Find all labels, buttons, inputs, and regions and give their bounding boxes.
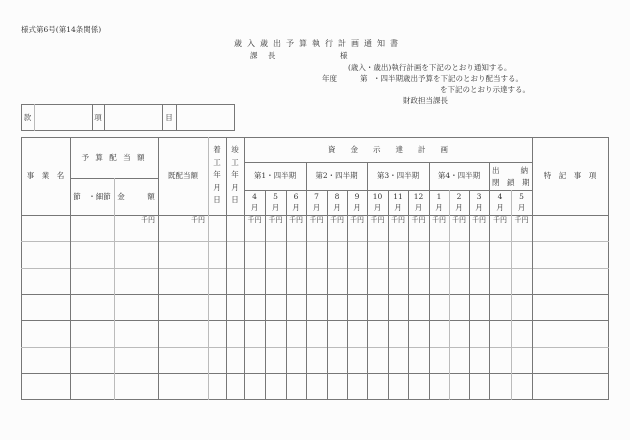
table-cell[interactable]	[430, 348, 449, 373]
table-cell[interactable]	[159, 242, 208, 268]
table-cell[interactable]	[209, 374, 226, 399]
unit-label: 千円	[370, 216, 385, 224]
table-cell[interactable]	[22, 348, 70, 373]
table-cell[interactable]	[533, 226, 608, 241]
table-cell[interactable]	[430, 226, 449, 241]
table-cell[interactable]	[512, 348, 532, 373]
notice-year-label: 年度	[322, 74, 337, 83]
header-amount-right: 額	[147, 191, 155, 201]
table-cell[interactable]	[348, 242, 367, 268]
table-cell[interactable]	[266, 321, 286, 347]
month-header: 10 月	[372, 192, 383, 212]
table-cell[interactable]	[533, 295, 608, 320]
table-cell[interactable]	[368, 295, 388, 320]
table-cell[interactable]	[409, 226, 429, 241]
month-header: 11 月	[393, 192, 403, 212]
table-cell[interactable]	[328, 295, 347, 320]
table-cell[interactable]	[115, 295, 158, 320]
table-cell[interactable]	[245, 269, 265, 294]
table-cell[interactable]	[512, 242, 532, 268]
table-cell[interactable]	[209, 321, 226, 347]
table-cell[interactable]	[245, 242, 265, 268]
kan-input[interactable]	[35, 105, 92, 130]
table-cell[interactable]	[209, 295, 226, 320]
table-cell[interactable]	[328, 226, 347, 241]
header-closing-period: 出 納 閉 鎖 期	[492, 166, 530, 187]
table-cell[interactable]	[389, 348, 408, 373]
table-cell[interactable]	[209, 348, 226, 373]
table-cell[interactable]	[348, 348, 367, 373]
table-cell[interactable]	[245, 348, 265, 373]
header-funding-plan: 資 金 示 達 計 画	[328, 144, 448, 154]
table-cell[interactable]	[307, 374, 327, 399]
table-cell[interactable]	[227, 226, 244, 241]
table-cell[interactable]	[287, 374, 306, 399]
table-cell[interactable]	[512, 295, 532, 320]
page-title: 歳入歳出予算執行計画通知書	[234, 39, 403, 48]
table-cell[interactable]	[209, 269, 226, 294]
table-cell[interactable]	[430, 269, 449, 294]
table-cell[interactable]	[71, 321, 114, 347]
header-already-allocated: 既配当額	[168, 171, 198, 181]
table-cell[interactable]	[409, 374, 429, 399]
table-cell[interactable]	[450, 269, 469, 294]
table-cell[interactable]	[450, 348, 469, 373]
table-cell[interactable]	[348, 226, 367, 241]
table-cell[interactable]	[430, 374, 449, 399]
table-cell[interactable]	[470, 226, 489, 241]
header-section: 節 ・細節	[73, 191, 111, 201]
table-cell[interactable]	[115, 348, 158, 373]
header-budget-allocation: 予 算 配 当 額	[81, 152, 147, 162]
month-header: 5 月	[517, 192, 526, 212]
table-cell[interactable]	[266, 226, 286, 241]
table-cell[interactable]	[490, 348, 511, 373]
table-cell[interactable]	[227, 242, 244, 268]
table-cell[interactable]	[470, 374, 489, 399]
table-cell[interactable]	[328, 269, 347, 294]
table-cell[interactable]	[159, 374, 208, 399]
table-cell[interactable]	[348, 374, 367, 399]
table-cell[interactable]	[409, 269, 429, 294]
notice-line-2: ・四半期歳出予算を下記のとおり配当する。	[373, 74, 523, 83]
table-cell[interactable]	[533, 321, 608, 347]
month-header: 4 月	[250, 192, 259, 212]
table-cell[interactable]	[307, 226, 327, 241]
kou-label: 項	[94, 112, 102, 122]
table-cell[interactable]	[512, 374, 532, 399]
table-cell[interactable]	[71, 226, 114, 241]
table-cell[interactable]	[287, 226, 306, 241]
table-cell[interactable]	[470, 269, 489, 294]
table-cell[interactable]	[490, 321, 511, 347]
table-cell[interactable]	[227, 374, 244, 399]
table-cell[interactable]	[490, 295, 511, 320]
table-cell[interactable]	[22, 269, 70, 294]
table-cell[interactable]	[348, 321, 367, 347]
table-cell[interactable]	[159, 295, 208, 320]
table-cell[interactable]	[245, 295, 265, 320]
table-cell[interactable]	[409, 242, 429, 268]
unit-label: 千円	[514, 216, 529, 224]
section-chief-label: 課 長	[250, 51, 280, 60]
unit-label: 千円	[268, 216, 283, 224]
month-header: 7 月	[312, 192, 321, 212]
header-start-date: 着 工 年 月 日	[213, 145, 221, 204]
table-cell[interactable]	[368, 226, 388, 241]
table-cell[interactable]	[450, 226, 469, 241]
header-quarter-4: 第4・四半期	[437, 171, 481, 181]
month-header: 4 月	[496, 192, 504, 212]
unit-label: 千円	[330, 216, 344, 224]
table-cell[interactable]	[159, 321, 208, 347]
month-header: 6 月	[292, 192, 300, 212]
table-cell[interactable]	[368, 374, 388, 399]
table-cell[interactable]	[368, 348, 388, 373]
table-cell[interactable]	[389, 374, 408, 399]
header-amount-left: 金	[117, 191, 125, 201]
table-cell[interactable]	[115, 226, 158, 241]
month-header: 5 月	[271, 192, 280, 212]
table-cell[interactable]	[490, 226, 511, 241]
form-number: 様式第6号(第14条関係)	[21, 25, 102, 34]
table-cell[interactable]	[245, 374, 265, 399]
table-cell[interactable]	[490, 374, 511, 399]
table-cell[interactable]	[307, 269, 327, 294]
issuer-label: 財政担当課長	[403, 96, 448, 105]
table-cell[interactable]	[512, 226, 532, 241]
table-cell[interactable]	[533, 269, 608, 294]
month-header: 8 月	[333, 192, 341, 212]
table-cell[interactable]	[348, 295, 367, 320]
table-cell[interactable]	[328, 348, 347, 373]
table-cell[interactable]	[287, 269, 306, 294]
moku-input[interactable]	[177, 105, 234, 130]
header-remarks: 特 記 事 項	[543, 171, 597, 181]
table-cell[interactable]	[512, 321, 532, 347]
table-cell[interactable]	[71, 374, 114, 399]
moku-label: 目	[165, 112, 173, 122]
table-cell[interactable]	[328, 374, 347, 399]
table-cell[interactable]	[245, 226, 265, 241]
table-cell[interactable]	[287, 295, 306, 320]
month-header: 12 月	[413, 192, 424, 212]
notice-dai-label: 第	[360, 74, 368, 83]
month-header: 1 月	[435, 192, 443, 212]
table-cell[interactable]	[287, 242, 306, 268]
table-cell[interactable]	[307, 321, 327, 347]
table-cell[interactable]	[409, 348, 429, 373]
table-cell[interactable]	[266, 242, 286, 268]
table-cell[interactable]	[368, 321, 388, 347]
unit-label: 千円	[247, 216, 262, 224]
table-cell[interactable]	[409, 321, 429, 347]
table-cell[interactable]	[307, 242, 327, 268]
table-cell[interactable]	[227, 269, 244, 294]
table-cell[interactable]	[71, 242, 114, 268]
table-cell[interactable]	[533, 242, 608, 268]
month-header: 2 月	[455, 192, 463, 212]
table-cell[interactable]	[450, 374, 469, 399]
table-cell[interactable]	[430, 295, 449, 320]
table-cell[interactable]	[159, 348, 208, 373]
table-cell[interactable]	[71, 269, 114, 294]
month-header: 3 月	[475, 192, 483, 212]
notice-line-1: (歳入・歳出)執行計画を下記のとおり通知する。	[348, 63, 512, 72]
unit-label: 千円	[432, 216, 446, 224]
unit-label: 千円	[411, 216, 426, 224]
table-cell[interactable]	[71, 348, 114, 373]
table-cell[interactable]	[490, 269, 511, 294]
header-project-name: 事 業 名	[26, 171, 65, 181]
table-cell[interactable]	[470, 295, 489, 320]
unit-label: 千円	[191, 216, 205, 224]
table-cell[interactable]	[307, 348, 327, 373]
table-cell[interactable]	[266, 295, 286, 320]
table-cell[interactable]	[209, 226, 226, 241]
table-cell[interactable]	[227, 348, 244, 373]
table-cell[interactable]	[307, 295, 327, 320]
table-cell[interactable]	[22, 295, 70, 320]
honorific-label: 様	[340, 51, 348, 60]
table-cell[interactable]	[512, 269, 532, 294]
table-cell[interactable]	[22, 374, 70, 399]
table-cell[interactable]	[450, 321, 469, 347]
table-cell[interactable]	[115, 269, 158, 294]
table-cell[interactable]	[389, 295, 408, 320]
table-cell[interactable]	[533, 374, 608, 399]
header-quarter-3: 第3・四半期	[376, 171, 420, 181]
table-cell[interactable]	[389, 242, 408, 268]
table-cell[interactable]	[389, 226, 408, 241]
notice-line-3: を下記のとおり示達する。	[440, 85, 530, 94]
unit-label: 千円	[493, 216, 507, 224]
unit-label: 千円	[350, 216, 364, 224]
table-cell[interactable]	[470, 321, 489, 347]
month-header: 9 月	[353, 192, 361, 212]
kan-label: 款	[23, 112, 32, 122]
table-cell[interactable]	[227, 321, 244, 347]
table-cell[interactable]	[533, 348, 608, 373]
table-cell[interactable]	[470, 348, 489, 373]
header-quarter-1: 第1・四半期	[253, 171, 297, 181]
table-cell[interactable]	[266, 269, 286, 294]
table-cell[interactable]	[389, 269, 408, 294]
table-cell[interactable]	[348, 269, 367, 294]
table-cell[interactable]	[22, 226, 70, 241]
table-cell[interactable]	[159, 226, 208, 241]
unit-label: 千円	[472, 216, 486, 224]
table-cell[interactable]	[328, 321, 347, 347]
unit-label: 千円	[141, 216, 155, 224]
table-cell[interactable]	[450, 242, 469, 268]
table-cell[interactable]	[450, 295, 469, 320]
table-cell[interactable]	[22, 321, 70, 347]
table-cell[interactable]	[430, 321, 449, 347]
table-cell[interactable]	[209, 242, 226, 268]
table-cell[interactable]	[287, 321, 306, 347]
table-cell[interactable]	[490, 242, 511, 268]
table-cell[interactable]	[389, 321, 408, 347]
table-cell[interactable]	[115, 374, 158, 399]
table-cell[interactable]	[287, 348, 306, 373]
table-cell[interactable]	[115, 321, 158, 347]
header-completion-date: 竣 工 年 月 日	[231, 145, 239, 204]
table-cell[interactable]	[71, 295, 114, 320]
header-quarter-2: 第2・四半期	[315, 171, 358, 181]
table-cell[interactable]	[266, 374, 286, 399]
table-cell[interactable]	[115, 242, 158, 268]
table-cell[interactable]	[245, 321, 265, 347]
unit-label: 千円	[289, 216, 303, 224]
table-cell[interactable]	[328, 242, 347, 268]
table-cell[interactable]	[368, 242, 388, 268]
table-cell[interactable]	[22, 242, 70, 268]
table-cell[interactable]	[227, 295, 244, 320]
unit-label: 千円	[309, 216, 324, 224]
unit-label: 千円	[452, 216, 466, 224]
table-cell[interactable]	[368, 269, 388, 294]
table-cell[interactable]	[266, 348, 286, 373]
table-cell[interactable]	[409, 295, 429, 320]
table-cell[interactable]	[470, 242, 489, 268]
table-cell[interactable]	[430, 242, 449, 268]
table-cell[interactable]	[159, 269, 208, 294]
unit-label: 千円	[391, 216, 405, 224]
kou-input[interactable]	[105, 105, 162, 130]
